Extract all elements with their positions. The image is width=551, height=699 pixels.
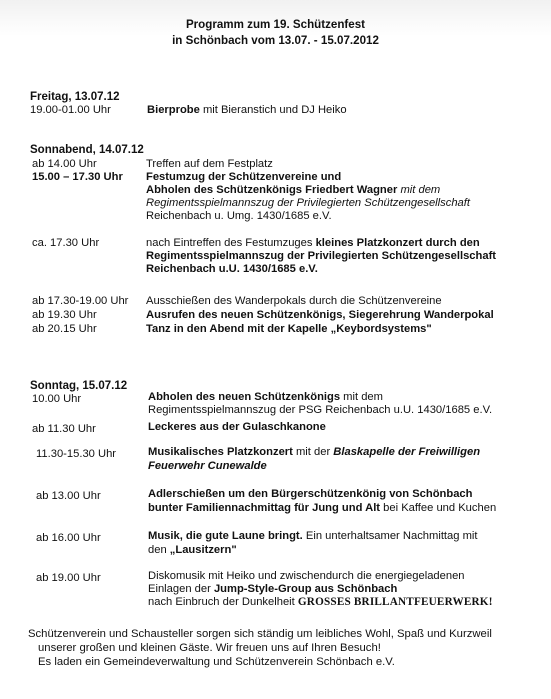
event-time: ab 19.30 Uhr	[32, 309, 97, 321]
event-description	[148, 530, 478, 544]
event-description: Leckeres aus der Gulaschkanone	[148, 421, 326, 433]
event-detail: Ein unterhaltsamer Nachmittag mit	[302, 530, 478, 542]
event-description	[148, 596, 493, 610]
event-time: ab 11.30 Uhr	[32, 423, 96, 435]
event-detail: den	[148, 544, 170, 556]
event-description: Diskomusik mit Heiko und zwischendurch die energiegeladenen	[148, 570, 465, 582]
event-detail-band: Blaskapelle der Freiwilligen	[333, 446, 481, 458]
event-time: 11.30-15.30 Uhr	[36, 448, 117, 460]
event-title: Jump-Style-Group aus Schönbach	[213, 583, 398, 595]
event-detail: bei Kaffee und Kuchen	[380, 502, 497, 514]
event-detail: mit dem	[340, 391, 383, 403]
event-time: 19.00-01.00 Uhr	[30, 104, 111, 116]
event-title: kleines Platzkonzert durch den	[315, 237, 480, 249]
event-detail: mit Bieranstich und DJ Heiko	[199, 104, 347, 116]
event-time: 15.00 – 17.30 Uhr	[32, 171, 123, 183]
event-description: Reichenbach u.U. 1430/1685 e.V.	[146, 263, 318, 275]
event-title: Bierprobe	[147, 104, 200, 116]
footer-line-1: Schützenverein und Schausteller sorgen sich ständig um leibliches Wohl, Spaß und Kurzweil	[28, 628, 492, 640]
sunday-heading: Sonntag, 15.07.12	[30, 380, 128, 392]
event-description: Reichenbach u. Umg. 1430/1685 e.V.	[146, 210, 332, 222]
footer-line-3: Es laden ein Gemeindeverwaltung und Schützenverein Schönbach e.V.	[38, 656, 395, 668]
event-description	[146, 184, 440, 198]
event-description: Festumzug der Schützenvereine und	[146, 171, 342, 183]
event-description	[148, 391, 383, 405]
event-description: Regimentsspielmannszug der Privilegierten Schützengesellschaft	[146, 250, 497, 262]
saturday-heading: Sonnabend, 14.07.12	[30, 144, 144, 156]
event-time: ab 14.00 Uhr	[32, 158, 97, 170]
event-time: ab 19.00 Uhr	[36, 572, 101, 584]
footer-line-2: unserer großen und kleinen Gäste. Wir freuen uns auf Ihren Besuch!	[38, 642, 381, 654]
event-title: bunter Familiennachmittag für Jung und Alt	[148, 502, 381, 514]
event-title: Abholen des neuen Schützenkönigs	[148, 391, 341, 403]
event-description: Tanz in den Abend mit der Kapelle „Keybordsystems"	[146, 323, 432, 335]
event-description	[148, 583, 397, 597]
event-detail: mit der	[292, 446, 334, 458]
event-detail: nach Einbruch der Dunkelheit	[148, 596, 298, 608]
event-title: Musik, die gute Laune bringt.	[148, 530, 303, 542]
event-description: Ausrufen des neuen Schützenkönigs, Siegerehrung Wanderpokal	[146, 309, 494, 321]
event-description: Treffen auf dem Festplatz	[146, 158, 273, 170]
event-time: ab 17.30-19.00 Uhr	[32, 295, 129, 307]
event-time: 10.00 Uhr	[32, 393, 82, 405]
event-title: Abholen des Schützenkönigs Friedbert Wagner	[146, 184, 398, 196]
event-time: ab 16.00 Uhr	[36, 532, 101, 544]
event-description	[148, 544, 237, 558]
title-line-1: Programm zum 19. Schützenfest	[185, 18, 366, 31]
event-description: Regimentsspielmannszug der PSG Reichenbach u.U. 1430/1685 e.V.	[148, 404, 493, 416]
event-detail: Einlagen der	[148, 583, 214, 595]
event-description	[148, 446, 480, 460]
event-description: Feuerwehr Cunewalde	[148, 460, 267, 472]
event-time: ab 13.00 Uhr	[36, 490, 101, 502]
event-detail: nach Eintreffen des Festumzuges	[146, 237, 316, 249]
event-description: Ausschießen des Wanderpokals durch die Schützenvereine	[146, 295, 442, 307]
friday-heading: Freitag, 13.07.12	[30, 91, 120, 103]
title-line-2: in Schönbach vom 13.07. - 15.07.2012	[172, 34, 379, 47]
event-title: „Lausitzern"	[169, 544, 237, 556]
event-description	[148, 502, 496, 516]
event-description	[146, 237, 480, 251]
event-time: ca. 17.30 Uhr	[32, 237, 100, 249]
event-description	[147, 104, 347, 118]
event-title: Musikalisches Platzkonzert	[148, 446, 293, 458]
event-time: ab 20.15 Uhr	[32, 323, 97, 335]
event-detail: mit dem	[397, 184, 441, 196]
event-description: Regimentsspielmannszug der Privilegierten Schützengesellschaft	[146, 197, 470, 209]
event-description: Adlerschießen um den Bürgerschützenkönig von Schönbach	[148, 488, 473, 500]
fireworks-highlight: GROSSES BRILLANTFEUERWERK!	[297, 596, 493, 608]
